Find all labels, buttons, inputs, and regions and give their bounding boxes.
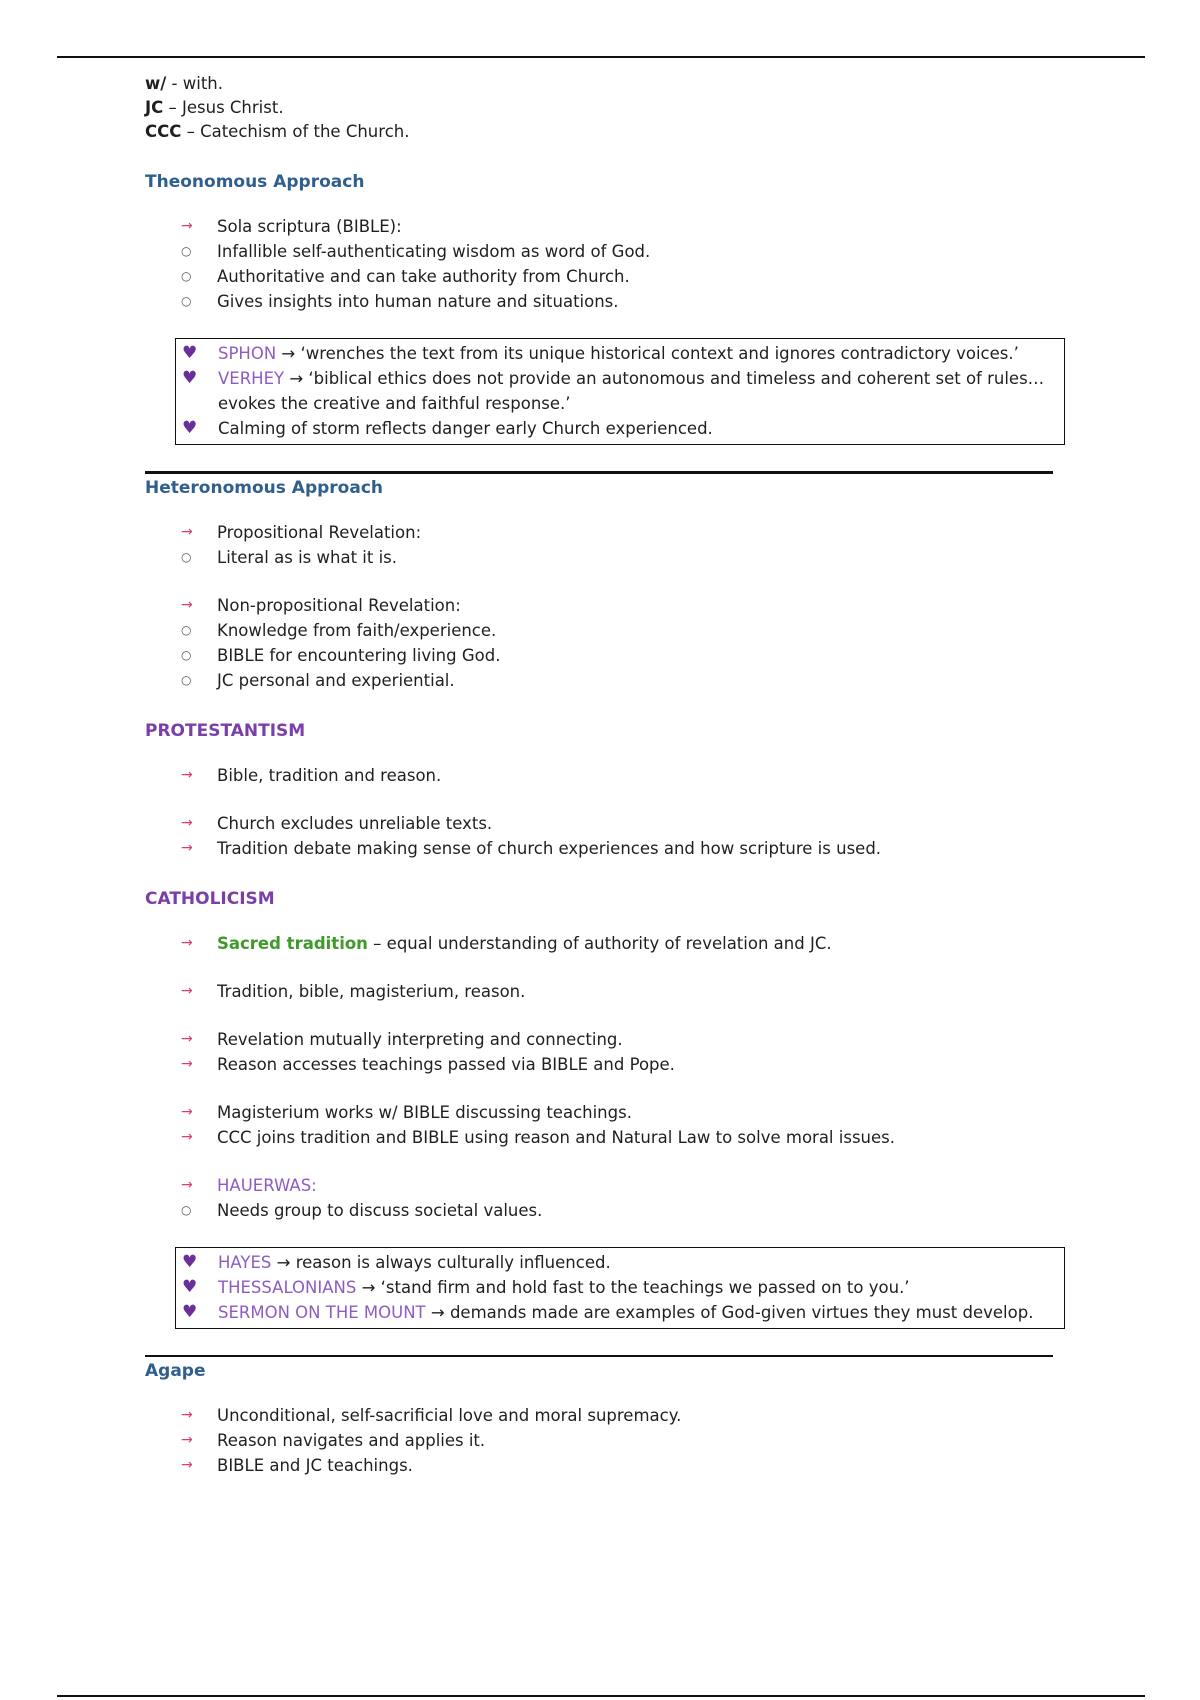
quote-item: ♥ THESSALONIANS → ‘stand firm and hold fast to the teachings we passed on to you.’ [176,1275,1064,1300]
section-divider [145,471,1053,474]
list-item: ○ Authoritative and can take authority from Church. [145,264,1065,289]
arrow-icon: → [181,1457,193,1473]
list-item: → Magisterium works w/ BIBLE discussing teachings. [145,1100,1065,1125]
arrow-icon: → [181,524,193,540]
arrow-icon: → [181,1177,193,1193]
agape-heading: Agape [145,1361,206,1381]
list-item: → Propositional Revelation: [145,520,1065,545]
arrow-icon: → [181,935,193,951]
list-item: ○ Literal as is what it is. [145,545,1065,570]
arrow-icon: → [181,1104,193,1120]
circle-bullet-icon: ○ [181,623,192,637]
catholicism-heading: CATHOLICISM [145,889,275,909]
list-item: → Non-propositional Revelation: [145,593,1065,618]
list-item: ○ Gives insights into human nature and situations. [145,289,1065,314]
list-item: → Tradition debate making sense of church experiences and how scripture is used. [145,836,1065,861]
list-item: → CCC joins tradition and BIBLE using reason and Natural Law to solve moral issues. [145,1125,1065,1150]
circle-bullet-icon: ○ [181,269,192,283]
heart-icon: ♥ [182,1302,198,1322]
list-item: ○ Infallible self-authenticating wisdom as word of God. [145,239,1065,264]
list-item: → Sola scriptura (BIBLE): [145,214,1065,239]
list-item: → Reason navigates and applies it. [145,1428,1065,1453]
list-item: → HAUERWAS: [145,1173,1065,1198]
list-item: ○ BIBLE for encountering living God. [145,643,1065,668]
heteronomous-heading: Heteronomous Approach [145,478,383,498]
circle-bullet-icon: ○ [181,550,192,564]
bottom-rule [57,1695,1145,1697]
section-divider [145,1355,1053,1357]
list-item: → Bible, tradition and reason. [145,763,1065,788]
circle-bullet-icon: ○ [181,244,192,258]
list-item: → Unconditional, self-sacrificial love and moral supremacy. [145,1403,1065,1428]
quote-item: ♥ SERMON ON THE MOUNT → demands made are examples of God-given virtues they must develop. [176,1300,1064,1325]
arrow-icon: → [181,597,193,613]
catholicism-quotes-box [175,1247,1065,1329]
list-item: → BIBLE and JC teachings. [145,1453,1065,1478]
arrow-icon: → [181,815,193,831]
heart-icon: ♥ [182,1252,198,1272]
list-item: → Reason accesses teachings passed via BIBLE and Pope. [145,1052,1065,1077]
arrow-icon: → [181,218,193,234]
arrow-icon: → [181,840,193,856]
heart-icon: ♥ [182,418,198,438]
list-item: → Revelation mutually interpreting and connecting. [145,1027,1065,1052]
list-item: → Church excludes unreliable texts. [145,811,1065,836]
arrow-icon: → [181,1407,193,1423]
arrow-icon: → [181,1031,193,1047]
heart-icon: ♥ [182,1277,198,1297]
list-item: ○ JC personal and experiential. [145,668,1065,693]
abbreviation-jc: JC – Jesus Christ. [145,98,284,117]
quote-item: ♥ VERHEY → ‘biblical ethics does not provide an autonomous and timeless and coherent set of rules… evokes the creative and faithful response.’ [182,368,1045,413]
circle-bullet-icon: ○ [181,648,192,662]
quote-item: ♥ HAYES → reason is always culturally influenced. [176,1250,1064,1275]
heart-icon: ♥ [182,343,198,363]
circle-bullet-icon: ○ [181,673,192,687]
top-rule [57,56,1145,58]
list-item: → Tradition, bible, magisterium, reason. [145,979,1065,1004]
protestantism-heading: PROTESTANTISM [145,721,306,741]
heart-icon: ♥ [182,368,198,388]
document-body [145,72,1065,1478]
abbreviation-w: w/ - with. [145,74,223,93]
theonomous-quotes-box [175,338,1065,445]
arrow-icon: → [181,767,193,783]
list-item: → Sacred tradition – equal understanding of authority of revelation and JC. [145,931,1065,956]
theonomous-heading: Theonomous Approach [145,172,365,192]
quote-item: ♥ Calming of storm reflects danger early Church experienced. [176,416,1064,441]
circle-bullet-icon: ○ [181,294,192,308]
arrow-icon: → [181,1129,193,1145]
arrow-icon: → [181,1056,193,1072]
list-item: ○ Needs group to discuss societal values. [145,1198,1065,1223]
arrow-icon: → [181,983,193,999]
quote-item: ♥ SPHON → ‘wrenches the text from its unique historical context and ignores contradictory voices.’ [176,341,1064,366]
arrow-icon: → [181,1432,193,1448]
circle-bullet-icon: ○ [181,1203,192,1217]
list-item: ○ Knowledge from faith/experience. [145,618,1065,643]
abbreviation-ccc: CCC – Catechism of the Church. [145,122,410,141]
